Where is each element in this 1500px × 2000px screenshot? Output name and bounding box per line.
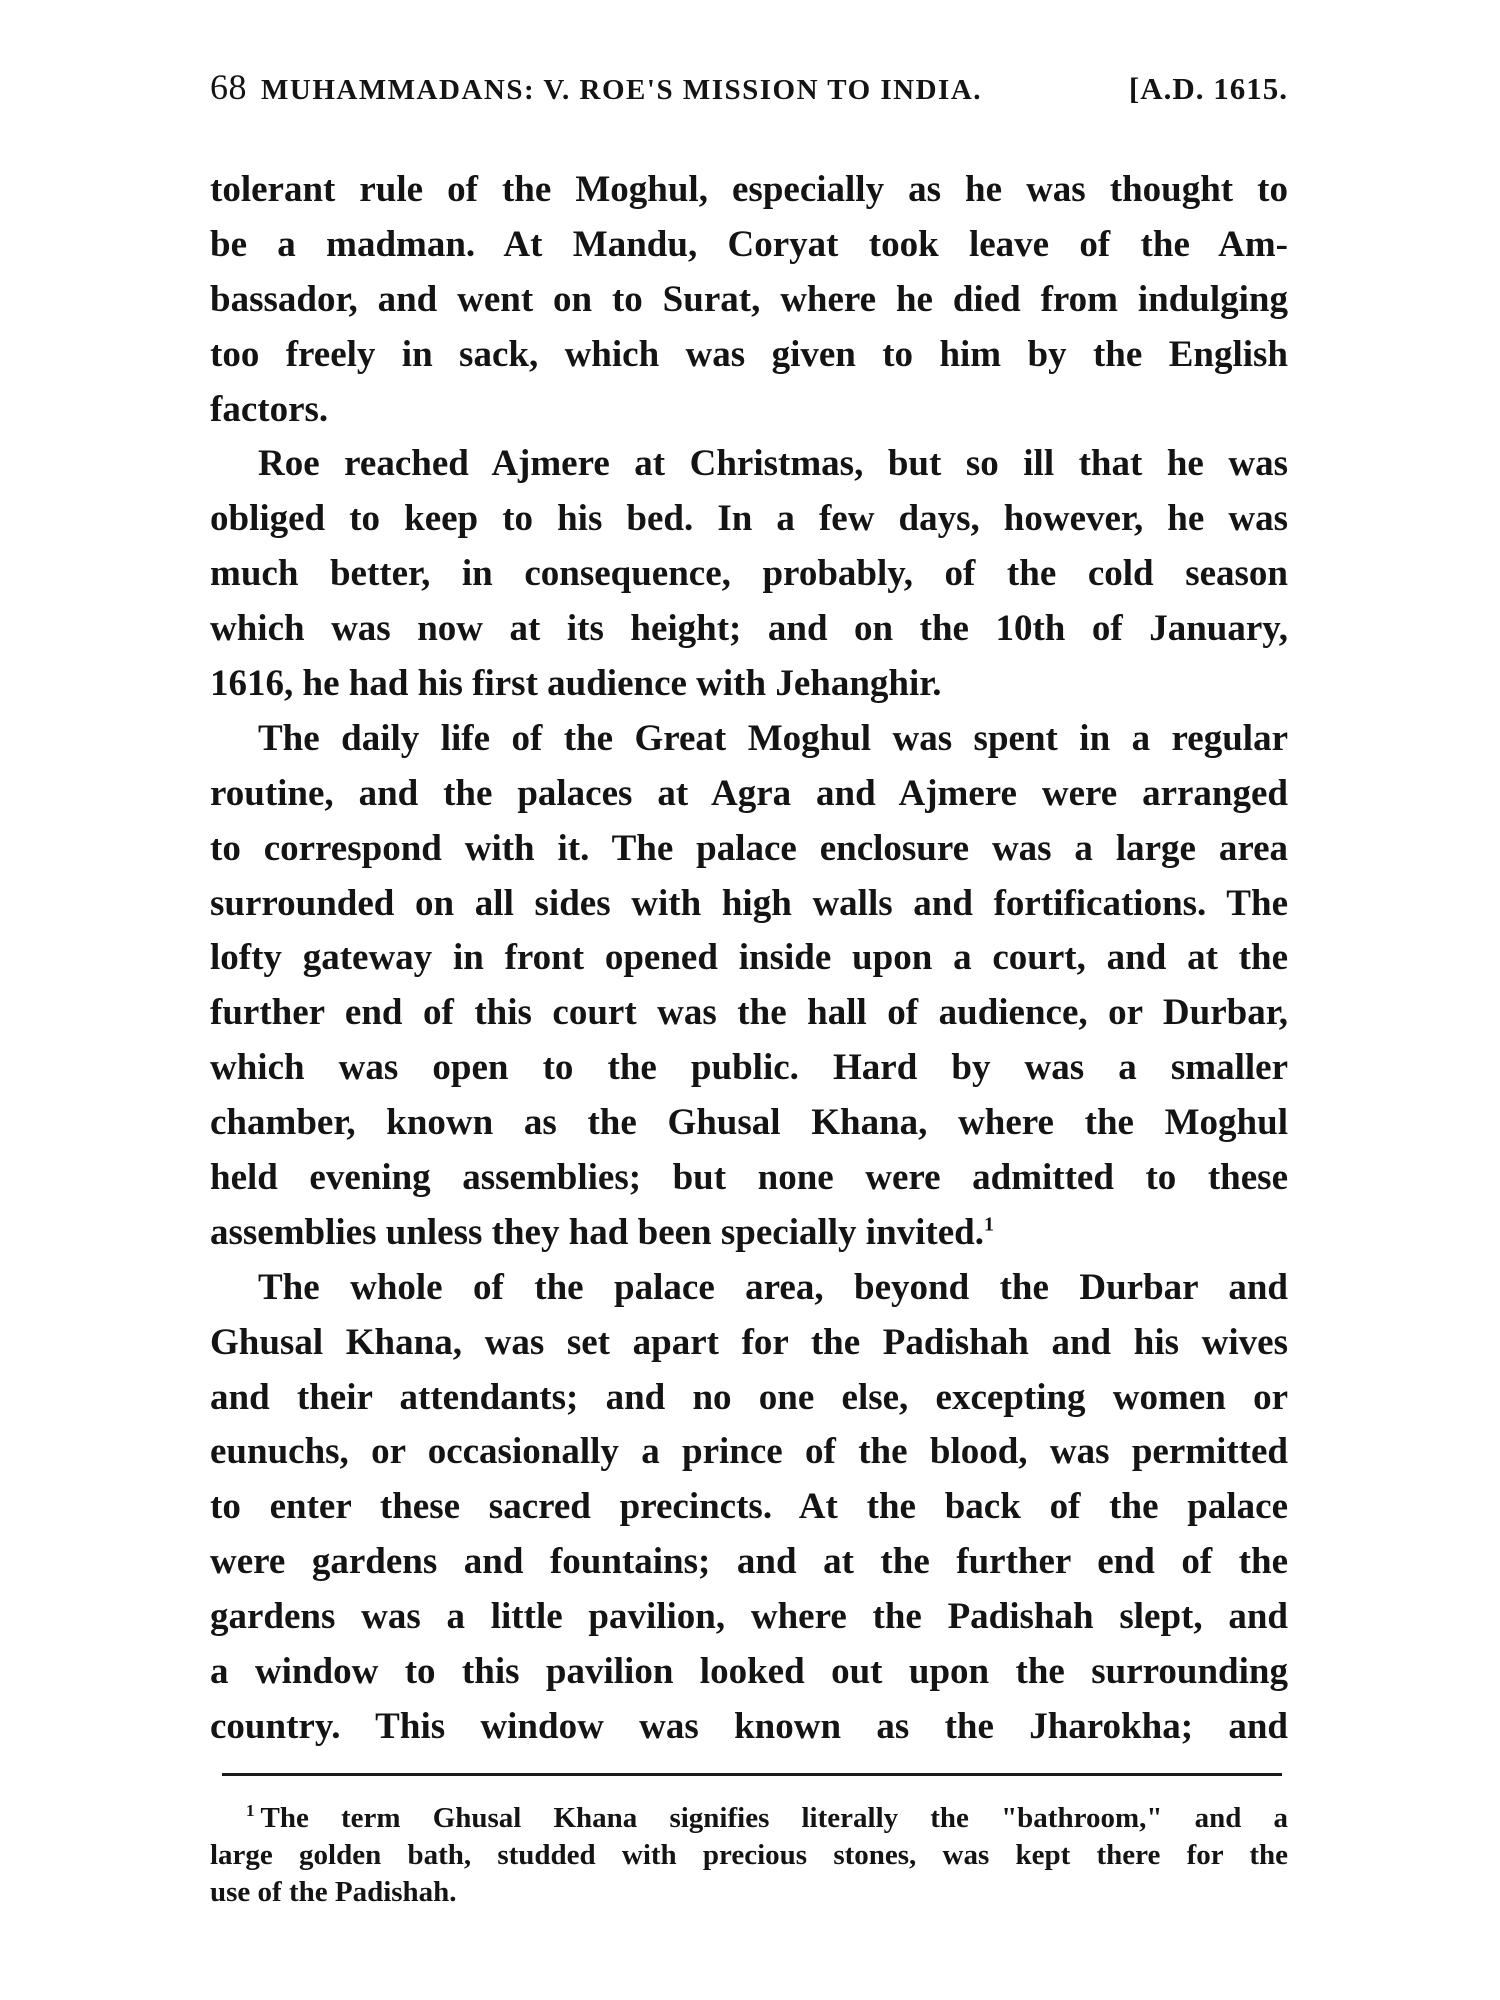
text-line: Ghusal Khana, was set apart for the Padishah and his wives	[210, 1321, 1288, 1363]
footnote-line: large golden bath, studded with precious stones, was kept there for the	[210, 1839, 1288, 1871]
text-line: were gardens and fountains; and at the further end of the	[210, 1541, 1288, 1583]
footnote-reference[interactable]: 1	[984, 1213, 995, 1236]
text-line: routine, and the palaces at Agra and Ajmere were arranged	[210, 772, 1288, 814]
text-line: to enter these sacred precincts. At the back of the palace	[210, 1486, 1288, 1528]
text-line: a window to this pavilion looked out upon the surrounding	[210, 1651, 1288, 1693]
text-line: country. This window was known as the Jharokha; and	[210, 1705, 1288, 1747]
text-line: which was now at its height; and on the 10th of January,	[210, 608, 1288, 650]
page-number: 68	[210, 67, 247, 107]
text-line-content: assemblies unless they had been specially invited.	[210, 1211, 985, 1253]
text-line: eunuchs, or occasionally a prince of the blood, was permitted	[210, 1431, 1288, 1473]
text-line: too freely in sack, which was given to him by the English	[210, 333, 1288, 375]
text-line: factors.	[210, 388, 329, 430]
text-line: The whole of the palace area, beyond the Durbar and	[258, 1266, 1288, 1308]
text-line: Roe reached Ajmere at Christmas, but so ill that he was	[258, 443, 1288, 485]
text-line: tolerant rule of the Moghul, especially as he was thought to	[210, 169, 1288, 210]
paragraph-2	[210, 437, 1288, 711]
running-title: MUHAMMADANS: V. ROE'S MISSION TO INDIA.	[261, 74, 983, 106]
footnote-line: use of the Padishah.	[210, 1876, 457, 1908]
text-line: be a madman. At Mandu, Coryat took leave of the Am-	[210, 223, 1288, 265]
paragraph-4	[210, 1261, 1288, 1755]
text-line: chamber, known as the Ghusal Khana, where the Moghul	[210, 1102, 1288, 1144]
paragraph-1	[210, 163, 1288, 437]
text-line: which was open to the public. Hard by was a smaller	[210, 1047, 1288, 1089]
text-line: lofty gateway in front opened inside upon a court, and at the	[210, 937, 1288, 979]
text-line: gardens was a little pavilion, where the Padishah slept, and	[210, 1596, 1288, 1638]
book-page	[210, 0, 1288, 2000]
footnote-divider	[222, 1773, 1282, 1776]
text-line: much better, in consequence, probably, of the cold season	[210, 553, 1288, 595]
text-line: The daily life of the Great Moghul was spent in a regular	[258, 717, 1288, 759]
footnote-marker: 1	[246, 1801, 255, 1821]
running-header	[210, 66, 1288, 116]
footnote-line	[210, 1800, 1288, 1837]
text-line	[210, 1206, 1288, 1261]
footnote	[210, 1800, 1288, 1911]
text-line: and their attendants; and no one else, excepting women or	[210, 1376, 1288, 1418]
body-text	[210, 163, 1288, 1755]
text-line: held evening assemblies; but none were admitted to these	[210, 1157, 1288, 1199]
footnote-line-content: The term Ghusal Khana signifies literally the "bathroom," and a	[260, 1802, 1288, 1834]
text-line: obliged to keep to his bed. In a few days, however, he was	[210, 498, 1288, 540]
text-line: further end of this court was the hall of audience, or Durbar,	[210, 992, 1288, 1034]
paragraph-3	[210, 712, 1288, 1261]
text-line: 1616, he had his first audience with Jehanghir.	[210, 663, 942, 705]
date-mark: [A.D. 1615.	[1128, 71, 1288, 106]
text-line: surrounded on all sides with high walls and fortifications. The	[210, 882, 1288, 924]
text-line: to correspond with it. The palace enclosure was a large area	[210, 827, 1288, 869]
text-line: bassador, and went on to Surat, where he died from indulging	[210, 278, 1288, 320]
